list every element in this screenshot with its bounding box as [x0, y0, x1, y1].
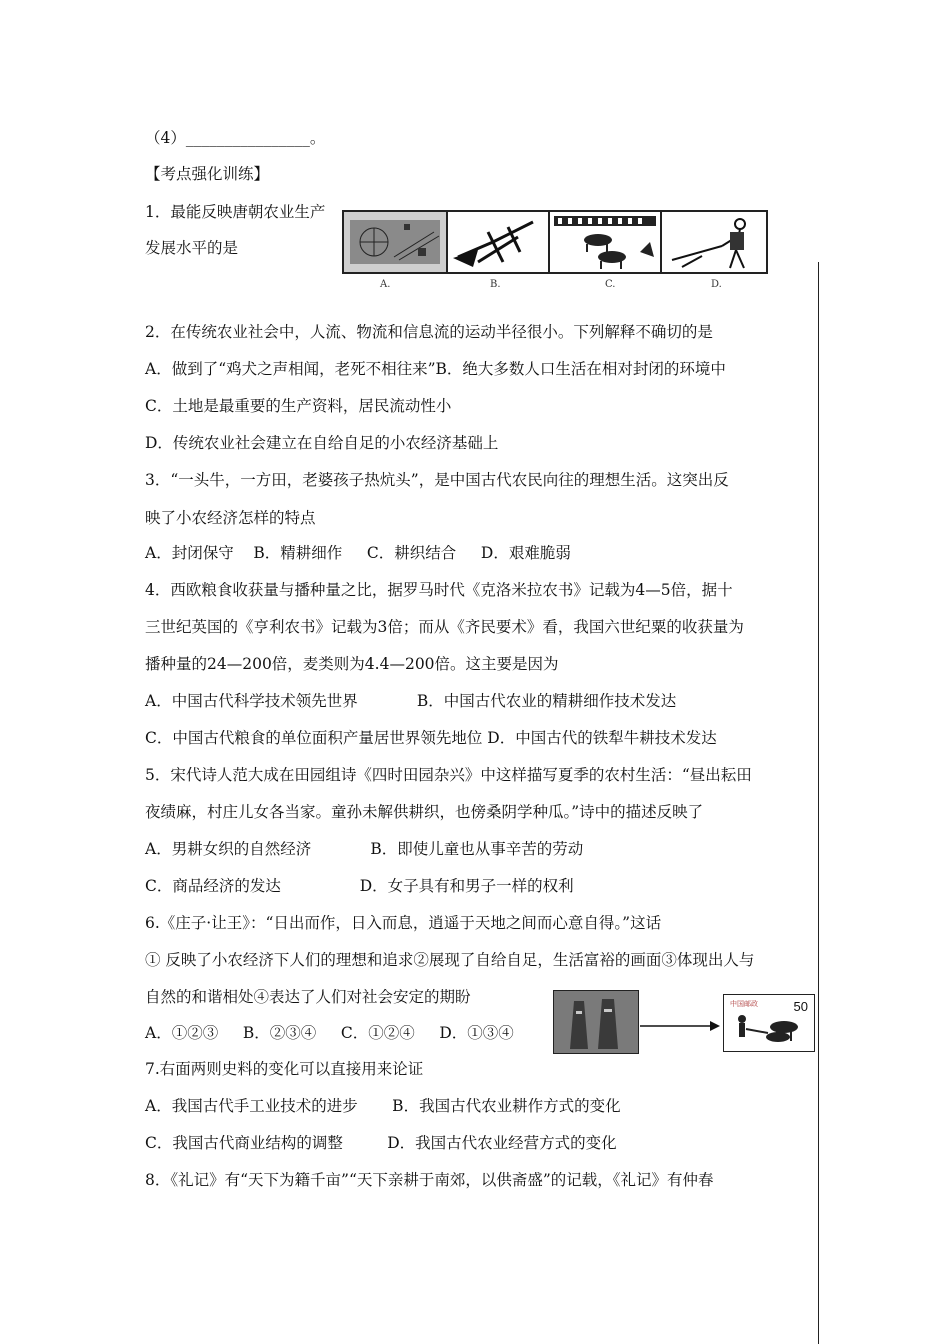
question-3-options: A．封闭保守 B．精耕细作 C．耕织结合 D．艰难脆弱 [145, 544, 571, 562]
question-1-line-2: 发展水平的是 [145, 239, 239, 257]
question-7-stem: 7.右面两则史料的变化可以直接用来论证 [145, 1060, 424, 1078]
question-3-stem-2: 映了小农经济怎样的特点 [145, 509, 316, 527]
question-3-stem-1: 3．“一头牛，一方田，老婆孩子热炕头”，是中国古代农民向往的理想生活。这突出反 [145, 471, 729, 489]
figure-label-a: A. [380, 279, 391, 290]
question-2-option-ab: A．做到了“鸡犬之声相闻，老死不相往来”B．绝大多数人口生活在相对封闭的环境中 [145, 360, 726, 378]
question-6-item-2: 自然的和谐相处④表达了人们对社会安定的期盼 [145, 988, 471, 1006]
figure-label-d: D. [711, 279, 722, 290]
historical-relic-photo [553, 990, 639, 1054]
question-2-option-c: C．土地是最重要的生产资料，居民流动性小 [145, 397, 452, 415]
question-7-option-cd: C．我国古代商业结构的调整 D．我国古代农业经营方式的变化 [145, 1134, 617, 1152]
question-1-line-1: 1．最能反映唐朝农业生产 [145, 203, 326, 221]
question-4-stem-2: 三世纪英国的《亨利农书》记载为3倍；而从《齐民要术》看，我国六世纪粟的收获量为 [145, 618, 744, 636]
figure-c-oxen-image [548, 210, 662, 274]
question-6-item-1: ① 反映了小农经济下人们的理想和追求②展现了自给自足，生活富裕的画面③体现出人与 [145, 951, 755, 969]
question-4-option-cd: C．中国古代粮食的单位面积产量居世界领先地位 D．中国古代的铁犁牛耕技术发达 [145, 729, 717, 747]
question-5-option-cd: C．商品经济的发达 D．女子具有和男子一样的权利 [145, 877, 574, 895]
stamp-value: 50 [793, 999, 808, 1014]
question-4-stem-3: 播种量的24—200倍，麦类则为4.4—200倍。这主要是因为 [145, 655, 559, 673]
question-8-stem: 8．《礼记》有“天下为籍千亩”“天下亲耕于南郊，以供斋盛”的记载，《礼记》有仲春 [145, 1171, 714, 1189]
question-5-stem-1: 5．宋代诗人范大成在田园组诗《四时田园杂兴》中这样描写夏季的农村生活：“昼出耘田 [145, 766, 752, 784]
section-heading: 【考点强化训练】 [145, 165, 270, 183]
answer-blank-line: （4）________________。 [145, 129, 326, 147]
question-5-option-ab: A．男耕女织的自然经济 B．即使儿童也从事辛苦的劳动 [145, 840, 584, 858]
figure-label-b: B. [490, 279, 501, 290]
question-4-stem-1: 4．西欧粮食收获量与播种量之比，据罗马时代《克洛米拉农书》记载为4—5倍，据十 [145, 581, 733, 599]
figure-d-farmer-plough-image [660, 210, 768, 274]
arrow-right-icon [640, 1019, 720, 1033]
margin-rule [818, 262, 819, 1344]
question-5-stem-2: 夜绩麻，村庄儿女各当家。童孙未解供耕织，也傍桑阴学种瓜。”诗中的描述反映了 [145, 803, 704, 821]
figure-a-irrigation-image [342, 210, 448, 274]
question-6-stem: 6.《庄子·让王》：“日出而作，日入而息，逍遥于天地之间而心意自得。”这话 [145, 914, 662, 932]
figure-b-plough-image [446, 210, 550, 274]
stamp-header: 中国邮政 [730, 1001, 758, 1008]
question-4-option-ab: A．中国古代科学技术领先世界 B．中国古代农业的精耕细作技术发达 [145, 692, 677, 710]
question-7-option-ab: A．我国古代手工业技术的进步 B．我国古代农业耕作方式的变化 [145, 1097, 621, 1115]
question-2-stem: 2．在传统农业社会中，人流、物流和信息流的运动半径很小。下列解释不确切的是 [145, 323, 713, 341]
question-2-option-d: D．传统农业社会建立在自给自足的小农经济基础上 [145, 434, 499, 452]
question-6-options: A．①②③ B．②③④ C．①②④ D．①③④ [145, 1024, 514, 1042]
postage-stamp-image [723, 994, 815, 1052]
figure-label-c: C. [605, 279, 616, 290]
